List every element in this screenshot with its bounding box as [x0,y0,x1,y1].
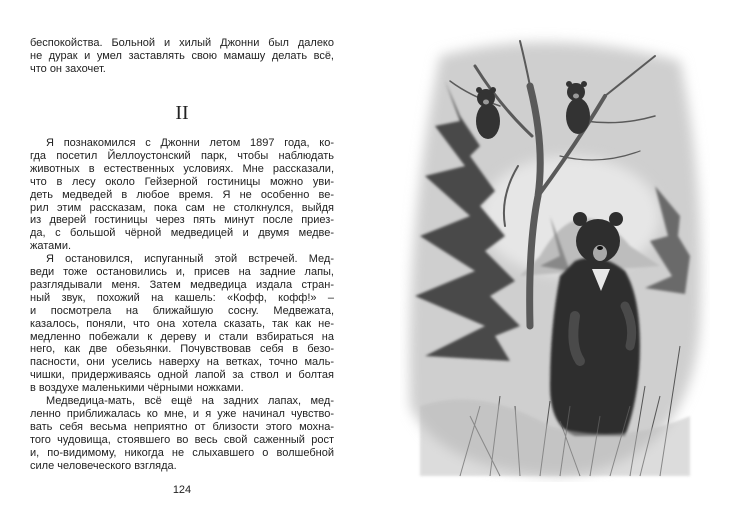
text-line: животных в естественных условиях. Мне рассказали, [30,162,334,175]
text-line: разглядывали меня. Затем медведица издала стран- [30,278,334,291]
text-line: силе человеческого взгляда. [30,459,177,472]
text-line: в воздухе маленькими чёрными ножками. [30,382,244,395]
text-line: чишки, придерживаясь одной лапой за ствол и болтая [30,369,334,382]
text-line: медленно побежали к дереву и стали взбираться на [30,330,334,343]
text-line: что он захочет. [30,62,106,75]
text-line: Медведица-мать, всё ещё на задних лапах, мед- [46,395,334,407]
text-line: веди тоже остановились и, присев на задние лапы, [30,266,334,278]
text-line: из дверей гостиницы через пять минут после приез- [30,214,334,227]
text-line: беспокойства. Больной и хилый Джонни был далеко [30,37,334,49]
text-line: жатами. [30,240,72,253]
chapter-heading: II [175,102,189,124]
text-line: казалось, поняли, что она хотела сказать, так как не- [30,317,334,330]
text-line: пасности, они уселись наверху на ветках, точно маль- [30,356,334,369]
text-line: ленно приближалась ко мне, и я уже начинал чувство- [30,407,334,420]
text-line: того чудовища, стоявшего во весь свой саженный рост [30,433,334,446]
page-number: 124 [172,484,192,496]
text-line: Я остановился, испуганный этой встречей. Мед- [46,253,334,266]
text-line: гда посетил Йеллоустонский парк, чтобы наблюдать [30,149,334,162]
text-line: рил этим рассказам, пока сам не столкнулся, выйдя [30,201,334,214]
text-line: и, по-видимому, никогда не слыхавшего о волшебной [30,446,334,459]
text-line: вать себя весьма неприятно от близости этого мохна- [30,420,334,433]
bear-with-cubs-illustration [400,26,710,482]
text-line: не дурак и умел заставлять свою мамашу делать всё, [30,49,334,62]
left-page [30,0,334,520]
text-line: него, как две обезьянки. Почувствовав себя в безо- [30,343,334,356]
text-line: да, с большой чёрной медведицей и двумя медве- [30,227,334,240]
text-line: деть медведей в любое время. Я не особенно ве- [30,188,334,201]
text-line: Я познакомился с Джонни летом 1897 года, ко- [46,137,334,149]
text-line: ный звук, похожий на кашель: «Кофф, кофф!» – [30,291,334,304]
text-line: и посмотрела на ближайшую сосну. Медвежата, [30,304,334,317]
text-line: что в лесу около Гейзерной гостиницы можно уви- [30,175,334,188]
